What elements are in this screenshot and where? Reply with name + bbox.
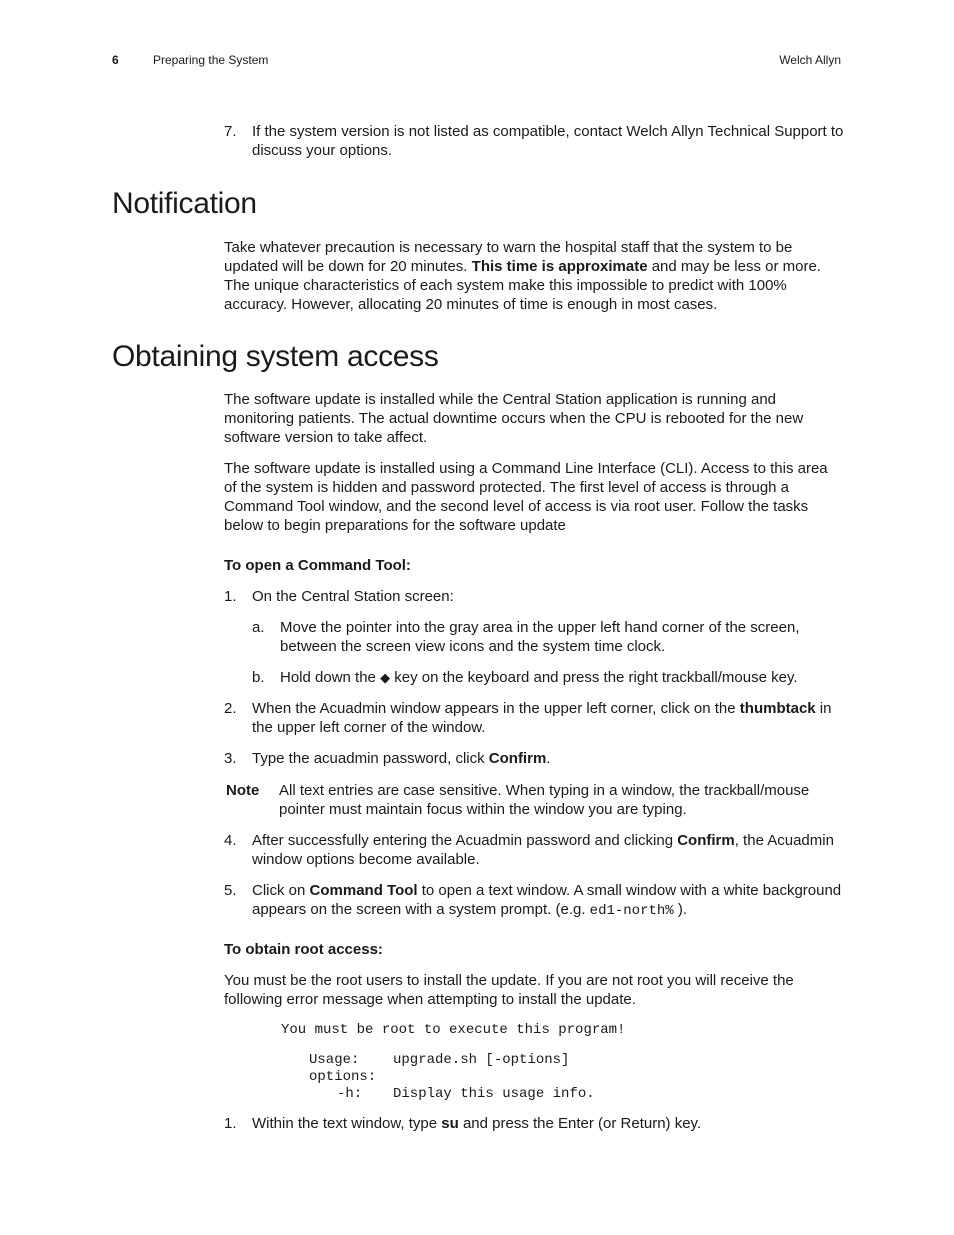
step-number: 5. [224, 882, 237, 899]
step-text: After successfully entering the Acuadmin password and clicking Confirm, the Acuadmin window options become available. [252, 832, 834, 868]
step-text: If the system version is not listed as compatible, contact Welch Allyn Technical Support to discuss your options. [252, 123, 844, 159]
step-number: 3. [224, 750, 237, 767]
notification-paragraph: Take whatever precaution is necessary to warn the hospital staff that the system to be updated will be down for 20 minutes. This time is approximate and may be less or more. The unique characteristics of each system make this impossible to predict with 100% accuracy. However, allocating 20 minutes of time is enough in most cases. [224, 239, 821, 313]
step-text: Within the text window, type su and press the Enter (or Return) key. [252, 1115, 702, 1132]
code-h-description: Display this usage info. [393, 1086, 595, 1102]
step-number: 2. [224, 700, 237, 717]
step-text: Click on Command Tool to open a text window. A small window with a white background appears on the screen with a system prompt. (e.g. ed1-north% ). [252, 882, 842, 919]
code-options-label: options: [309, 1069, 377, 1085]
note-text: All text entries are case sensitive. When typing in a window, the trackball/mouse pointer must maintain focus within the window you are typing. [279, 782, 810, 818]
system-prompt-example: ed1-north% [589, 903, 674, 919]
bold-phrase: This time is approximate [471, 258, 648, 275]
access-paragraph-2: The software update is installed using a Command Line Interface (CLI). Access to this area of the system is hidden and password protected. The first level of access is through a Command Tool window, and the second level of access is via root user. Follow the tasks below to begin preparations for the software update [224, 460, 828, 534]
diamond-key-icon: ◆ [380, 671, 391, 686]
step-text: Type the acuadmin password, click Confirm. [252, 750, 551, 767]
running-header-section: Preparing the System [153, 53, 269, 67]
root-paragraph: You must be the root users to install the update. If you are not root you will receive the following error message when attempting to install the update. [224, 972, 794, 1008]
substep-text: Move the pointer into the gray area in the upper left hand corner of the screen, between the screen view icons and the system time clock. [280, 619, 800, 655]
procedure-heading-root-access: To obtain root access: [224, 941, 383, 958]
step-text: On the Central Station screen: [252, 588, 454, 605]
substep-letter: b. [252, 669, 265, 686]
step-number: 4. [224, 832, 237, 849]
note-label: Note [226, 782, 260, 799]
access-paragraph-1: The software update is installed while the Central Station application is running and monitoring patients. The actual downtime occurs when the CPU is rebooted for the new software version to take affect. [224, 391, 804, 446]
running-header-brand: Welch Allyn [779, 53, 841, 67]
procedure-heading-command-tool: To open a Command Tool: [224, 557, 411, 574]
step-number: 1. [224, 588, 237, 605]
step-number: 7. [224, 123, 237, 140]
section-heading-access: Obtaining system access [112, 340, 439, 373]
substep-text: Hold down the ◆ key on the keyboard and press the right trackball/mouse key. [280, 669, 798, 686]
code-error-line: You must be root to execute this program! [281, 1022, 626, 1038]
step-number: 1. [224, 1115, 237, 1132]
code-usage-value: upgrade.sh [-options] [393, 1052, 570, 1068]
substep-letter: a. [252, 619, 265, 636]
section-heading-notification: Notification [112, 187, 257, 220]
step-text: When the Acuadmin window appears in the upper left corner, click on the thumbtack in the upper left corner of the window. [252, 700, 832, 736]
page-number: 6 [112, 53, 119, 67]
code-h-flag: -h: [337, 1086, 363, 1102]
code-usage-label: Usage: [309, 1052, 360, 1068]
